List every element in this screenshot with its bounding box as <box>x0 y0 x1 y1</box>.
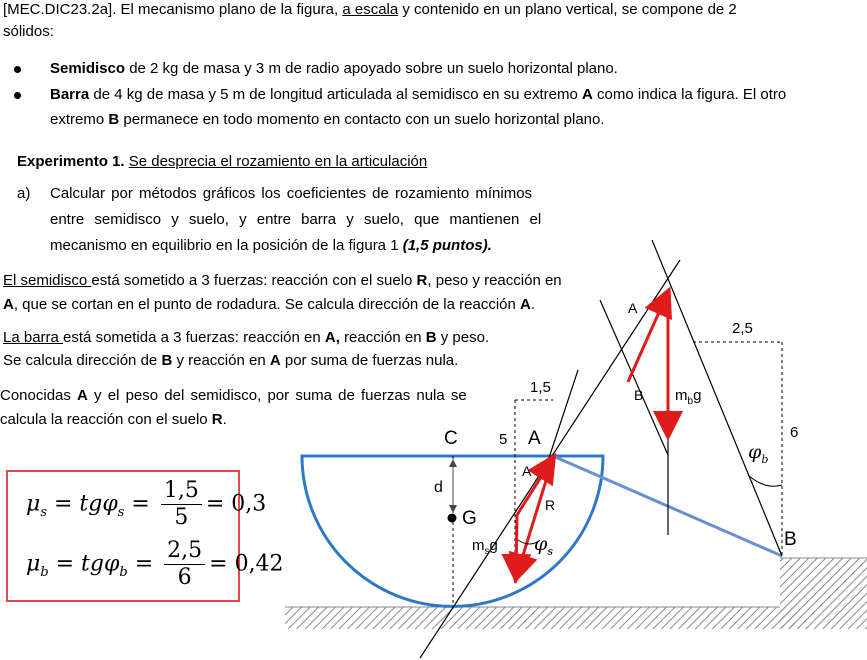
label-mbg: $m_bg$ <box>675 387 702 407</box>
bullet-barra: Barra de 4 kg de masa y 5 m de longitud articulada al semidisco en su extremo A como indica la figura. El otro <box>50 86 787 103</box>
problem-intro-line2: sólidos: <box>3 23 54 40</box>
reaction-line-A <box>420 260 680 658</box>
problem-intro-line1: [MEC.DIC23.2a]. El mecanismo plano de la figura, a escala y contenido en un plano vertical, se compone de 2 <box>3 1 737 18</box>
label-G: G <box>462 508 477 529</box>
label-B: B <box>784 529 797 550</box>
label-phi-b: $\varphi_b$ <box>748 441 769 466</box>
label-B-mid: B <box>634 387 644 403</box>
label-5: 5 <box>499 431 508 448</box>
answer-p3-line2: calcula la reacción con el suelo R. <box>0 411 227 428</box>
formula-mu-s: $\mu_s = tg\varphi_s$ = $\frac{1,5}{5}$ = 0,3 <box>26 478 267 530</box>
formula-mu-b: $\mu_b = tg\varphi_b$ = $\frac{2,5}{6}$ = 0,42 <box>26 538 284 590</box>
question-line3: mecanismo en equilibrio en la posición de la figura 1 (1,5 puntos). <box>50 237 492 254</box>
fraction: $\frac{1,5}{5}$ <box>161 478 202 531</box>
question-line1: Calcular por métodos gráficos los coeficientes de rozamiento mínimos <box>50 185 533 202</box>
label-2-5: 2,5 <box>732 320 753 337</box>
label-C: C <box>444 428 458 449</box>
bullet-barra-line2: extremo B permanece en todo momento en contacto con un suelo horizontal plano. <box>50 111 605 128</box>
label-A-top: A <box>628 300 638 316</box>
experiment-heading: Experimento 1. Se desprecia el rozamiento en la articulación <box>17 153 428 170</box>
answer-p3-line1: Conocidas A y el peso del semidisco, por suma de fuerzas nula se <box>0 387 467 404</box>
answer-p2-line1: La barra está sometida a 3 fuerzas: reacción en A, reacción en B y peso. <box>3 329 490 346</box>
label-1-5: 1,5 <box>530 379 551 396</box>
fraction: $\frac{2,5}{6}$ <box>164 538 205 591</box>
triangle-line-B <box>600 300 668 455</box>
ground-hatch-left <box>285 607 795 629</box>
question-line2: entre semidisco y suelo, y entre barra y suelo, que mantienen el <box>50 211 542 228</box>
label-A: A <box>528 428 541 449</box>
label-A-small: A <box>522 463 532 479</box>
answer-p2-line2: Se calcula dirección de B y reacción en A por suma de fuerzas nula. <box>3 352 459 369</box>
answer-p1-line1: El semidisco está sometido a 3 fuerzas: reacción con el suelo R, peso y reacción en <box>3 272 562 289</box>
label-phi-s: $\varphi_s$ <box>534 533 553 558</box>
problem-code: [MEC.DIC23.2a] <box>3 1 113 18</box>
label-msg: $m_sg$ <box>472 537 498 557</box>
question-letter: a) <box>17 185 31 202</box>
force-msg <box>516 515 517 578</box>
label-6: 6 <box>790 424 799 441</box>
center-of-mass-G <box>448 514 457 523</box>
label-R: R <box>545 497 556 513</box>
answer-p1-line2: A, que se cortan en el punto de rodadura. Se calcula dirección de la reacción A. <box>3 296 536 313</box>
ground-hatch-right <box>780 558 867 629</box>
label-d: d <box>434 479 443 496</box>
bullet-semidisco: Semidisco de 2 kg de masa y 3 m de radio apoyado sobre un suelo horizontal plano. <box>50 60 618 77</box>
